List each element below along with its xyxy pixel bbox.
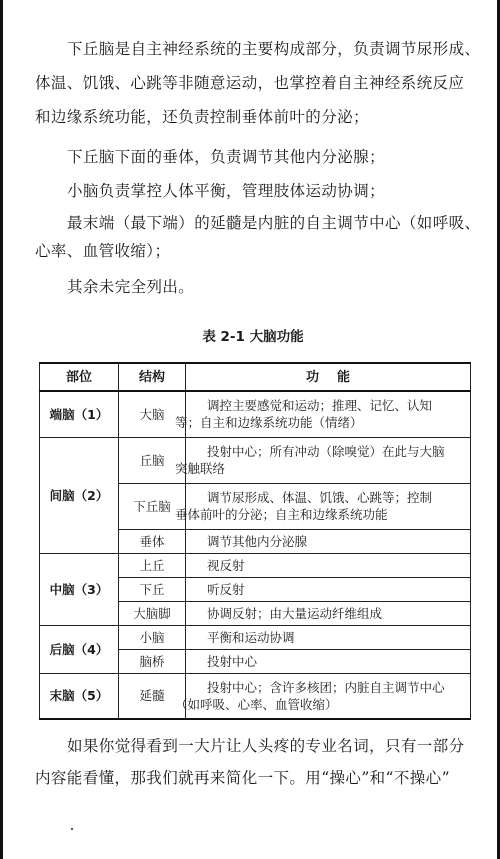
cell-structure: 上丘 <box>119 553 186 577</box>
paragraph-3: 小脑负责掌控人体平衡，管理肢体运动协调； <box>67 182 386 200</box>
cell-function-line: （如呼吸、心率、血管收缩） <box>175 696 338 712</box>
cell-structure: 小脑 <box>119 625 186 649</box>
cell-structure: 丘脑 <box>119 437 186 483</box>
table-row <box>40 553 471 577</box>
cell-structure: 脑桥 <box>119 649 186 673</box>
table-row <box>40 673 471 719</box>
cell-structure: 下丘 <box>119 577 186 601</box>
table-row <box>40 437 471 483</box>
cell-part: 中脑（3） <box>40 553 119 625</box>
paragraph-1-line-3: 和边缘系统功能，还负责控制垂体前叶的分泌； <box>35 108 369 126</box>
header-part: 部位 <box>40 363 119 391</box>
paragraph-1-line-1: 下丘脑是自主神经系统的主要构成部分，负责调节尿形成、 <box>67 40 481 58</box>
cell-function: 投射中心 <box>186 649 471 673</box>
cell-function <box>175 391 471 437</box>
table-caption: 表 2-1 大脑功能 <box>202 329 304 345</box>
cell-function-line: 投射中心；所有冲动（除嗅觉）在此与大脑 <box>207 444 445 459</box>
cell-function <box>175 673 471 719</box>
cell-part: 端脑（1） <box>40 391 119 437</box>
cell-function <box>175 483 471 529</box>
paragraph-5: 其余未完全列出。 <box>67 278 195 296</box>
cell-function: 视反射 <box>186 553 471 577</box>
closing-line-2: 内容能看懂，那我们就再来简化一下。用“操心”和“不操心” <box>35 769 450 787</box>
cell-function-line: 突触联络 <box>175 461 226 476</box>
paragraph-4-line-1: 最末端（最下端）的延髓是内脏的自主调节中心（如呼吸、 <box>67 214 481 232</box>
cell-structure: 大脑 <box>119 391 186 437</box>
paragraph-4-line-2: 心率、血管收缩）； <box>35 242 171 260</box>
cell-function: 协调反射；由大量运动纤维组成 <box>186 601 471 625</box>
table-row <box>40 391 471 437</box>
paragraph-2: 下丘脑下面的垂体，负责调节其他内分泌腺； <box>67 148 386 166</box>
header-structure: 结构 <box>119 363 186 391</box>
cell-function <box>175 437 471 483</box>
table-row <box>40 625 471 649</box>
cell-structure: 下丘脑 <box>119 483 186 529</box>
table-header-row <box>40 363 471 391</box>
paragraph-1-line-2: 体温、饥饿、心跳等非随意运动，也掌控着自主神经系统反应 <box>35 74 465 92</box>
cell-part: 末脑（5） <box>40 673 119 719</box>
cell-function-line: 等；自主和边缘系统功能（情绪） <box>175 415 363 431</box>
brain-function-table <box>39 362 471 720</box>
cell-part: 间脑（2） <box>40 437 119 553</box>
cell-function-line: 调控主要感觉和运动；推理、记忆、认知 <box>207 398 433 414</box>
cell-function-line: 调节尿形成、体温、饥饿、心跳等；控制 <box>207 490 433 505</box>
cell-structure: 大脑脚 <box>119 601 186 625</box>
cell-function-line: 垂体前叶的分泌；自主和边缘系统功能 <box>175 507 388 522</box>
cell-function-line: 投射中心；含许多核团；内脏自主调节中心 <box>207 679 445 695</box>
cell-structure: 垂体 <box>119 529 186 553</box>
closing-line-1: 如果你觉得看到一大片让人头疼的专业名词，只有一部分 <box>67 737 465 755</box>
cell-function: 听反射 <box>186 577 471 601</box>
page-speck <box>71 828 73 830</box>
cell-function: 调节其他内分泌腺 <box>186 529 471 553</box>
cell-function: 平衡和运动协调 <box>186 625 471 649</box>
header-function: 功 能 <box>186 363 471 391</box>
cell-structure: 延髓 <box>119 673 186 719</box>
cell-part: 后脑（4） <box>40 625 119 673</box>
